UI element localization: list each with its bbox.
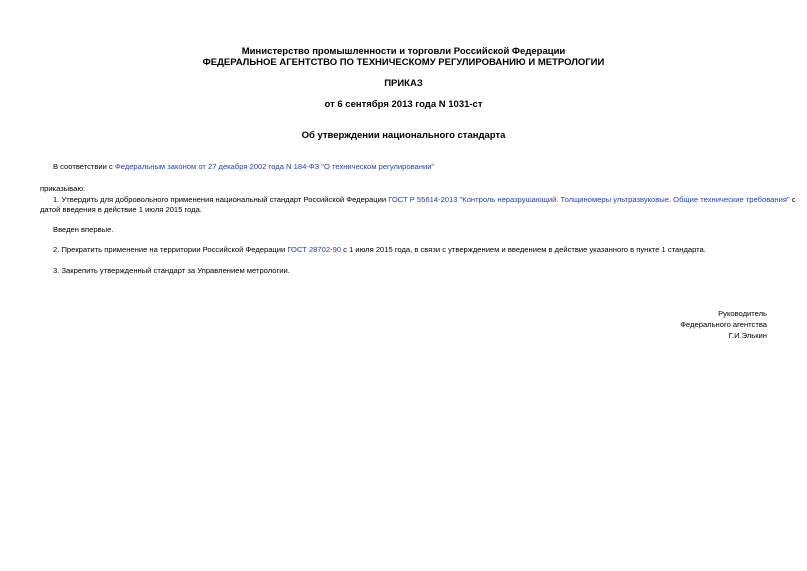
agency-heading: ФЕДЕРАЛЬНОЕ АГЕНТСТВО ПО ТЕХНИЧЕСКОМУ РЕГУЛИРОВАНИЮ И МЕТРОЛОГИИ bbox=[202, 57, 605, 68]
doc-subject-heading: Об утверждении национального стандарта bbox=[301, 130, 506, 141]
gost-28702-link[interactable]: ГОСТ 28702-90 bbox=[287, 245, 342, 254]
intro-prefix: В соответствии с bbox=[53, 162, 115, 171]
doc-date-heading: от 6 сентября 2013 года N 1031-ст bbox=[324, 99, 483, 110]
federal-law-link[interactable]: Федеральным законом от 27 декабря 2002 года N 184-ФЗ "О техническом регулировании" bbox=[114, 162, 435, 171]
signature-block bbox=[680, 308, 767, 341]
signature-title-1: Руководитель bbox=[718, 309, 767, 318]
item1-line1 bbox=[53, 195, 796, 205]
doc-type-heading: ПРИКАЗ bbox=[384, 78, 423, 89]
order-word: приказываю: bbox=[40, 184, 86, 193]
ministry-heading: Министерство промышленности и торговли Российской Федерации bbox=[241, 46, 566, 57]
item2-suffix: с 1 июля 2015 года, в связи с утверждением и введением в действие указанного в пункте 1 стандарта. bbox=[341, 245, 706, 254]
introduced-note: Введен впервые. bbox=[53, 225, 114, 234]
item1-prefix: 1. Утвердить для добровольного применения национальный стандарт Российской Федерации bbox=[53, 195, 389, 204]
item1-suffix: с bbox=[789, 195, 796, 204]
signature-name: Г.И.Элькин bbox=[728, 331, 767, 340]
gost-r-55614-link[interactable]: ГОСТ Р 55614-2013 "Контроль неразрушающий. Толщиномеры ультразвуковые. Общие технические требования" bbox=[388, 195, 790, 204]
item2-prefix: 2. Прекратить применение на территории Российской Федерации bbox=[53, 245, 288, 254]
item3-paragraph: 3. Закрепить утвержденный стандарт за Управлением метрологии. bbox=[53, 266, 290, 275]
signature-title-2: Федерального агентства bbox=[680, 320, 767, 329]
item2-paragraph bbox=[53, 245, 706, 255]
intro-paragraph bbox=[53, 162, 434, 172]
item1-line2: датой введения в действие 1 июля 2015 года. bbox=[40, 205, 202, 214]
